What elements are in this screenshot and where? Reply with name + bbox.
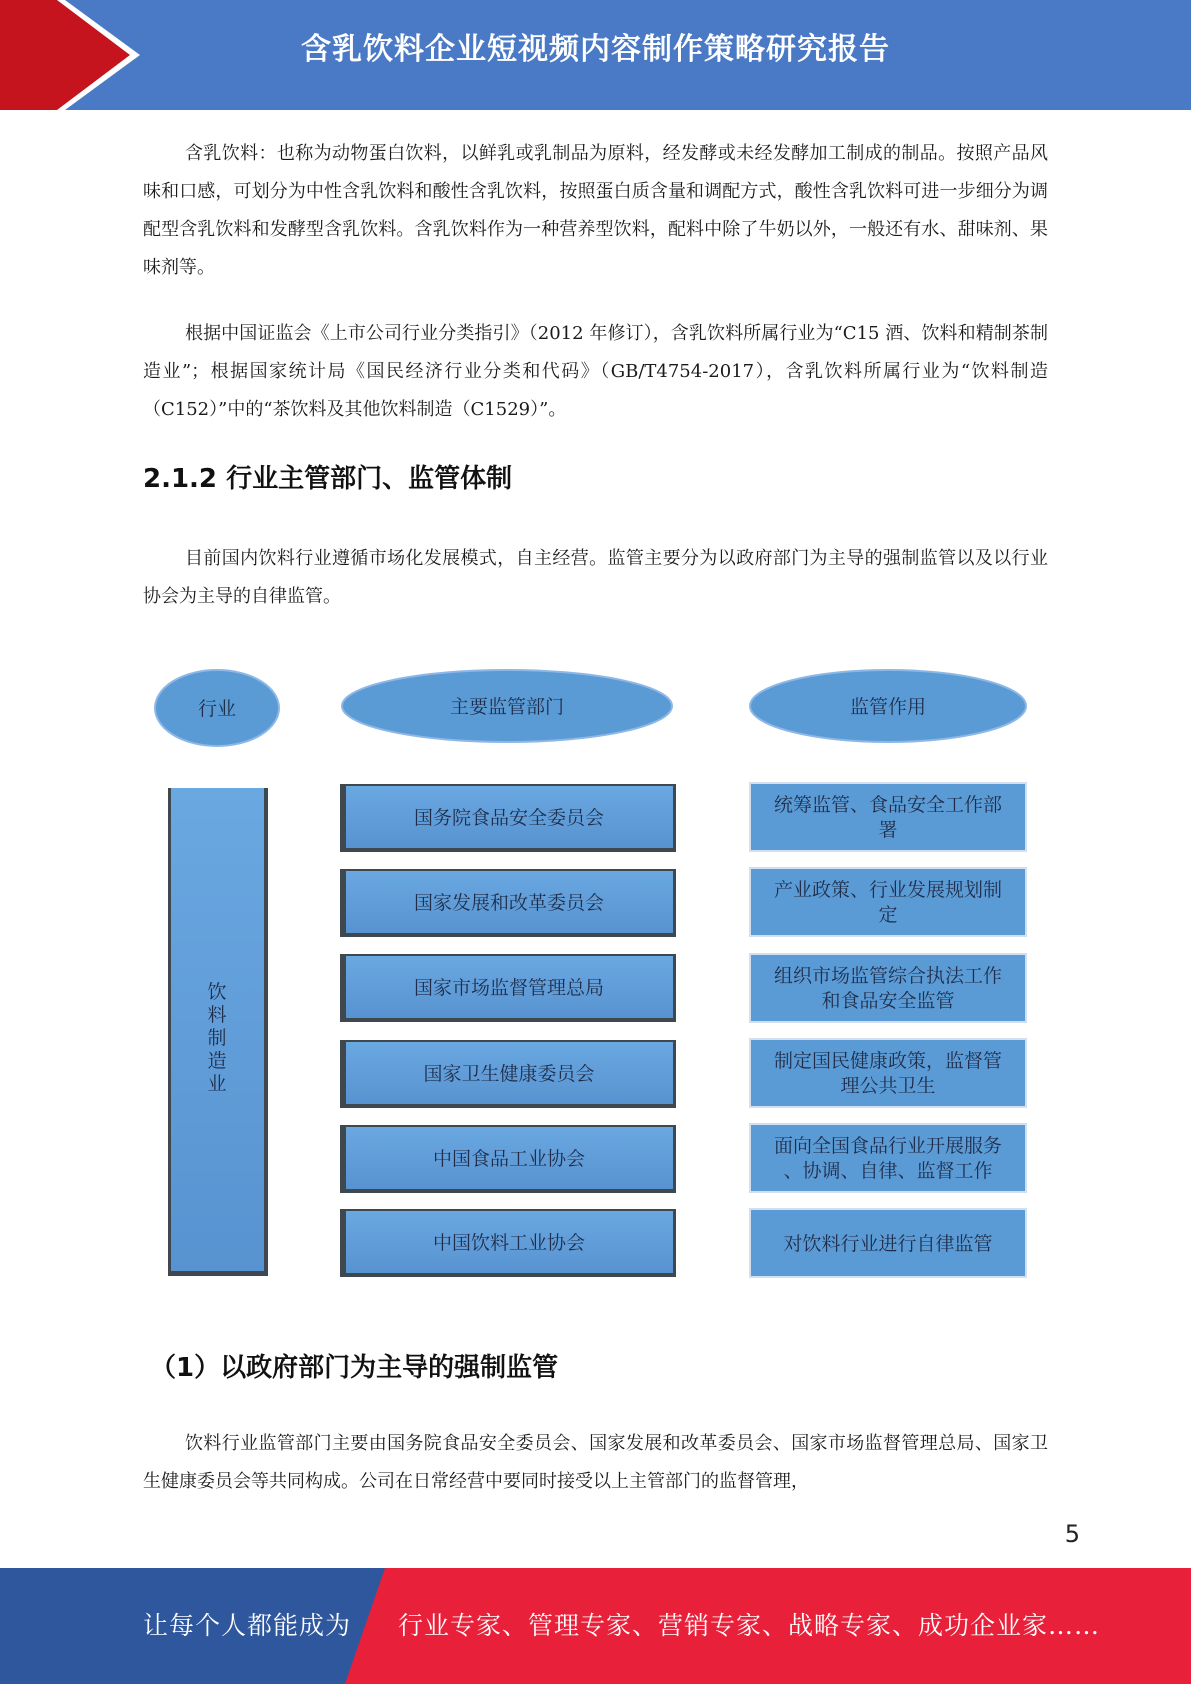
role-box: [750, 1124, 1026, 1192]
report-title: 含乳饮料企业短视频内容制作策略研究报告: [301, 32, 890, 67]
industry-char: 制: [207, 1027, 227, 1049]
paragraph-classification: 根据中国证监会《上市公司行业分类指引》（2012 年修订），含乳饮料所属行业为“C15 酒、饮料和精制茶制造业”；根据国家统计局《国民经济行业分类和代码》（GB/T4754-2017），含乳饮料所属行业为“饮料制造（C152）”中的“茶饮料及其他饮料制造（C1529）”。: [143, 323, 1048, 420]
department-label: 国务院食品安全委员会: [413, 807, 605, 829]
department-label: 国家卫生健康委员会: [423, 1063, 595, 1085]
role-box: [750, 1039, 1026, 1107]
department-box: [340, 869, 676, 937]
department-box: [340, 954, 676, 1022]
section-heading-regulation: 2.1.2 行业主管部门、监管体制: [143, 464, 513, 494]
role-line: 理公共卫生: [840, 1075, 936, 1097]
role-line: 和食品安全监管: [821, 990, 955, 1012]
role-line: 对饮料行业进行自律监管: [783, 1233, 993, 1255]
role-line: 统筹监管、食品安全工作部: [773, 794, 1003, 816]
department-box: [340, 1125, 676, 1193]
regulation-diagram: [0, 640, 1191, 1290]
department-label: 中国食品工业协会: [432, 1148, 586, 1170]
header-industry: [155, 670, 279, 746]
industry-char: 造: [207, 1050, 227, 1072]
header-roles: [750, 670, 1026, 742]
paragraph-regulation-intro: 目前国内饮料行业遵循市场化发展模式，自主经营。监管主要分为以政府部门为主导的强制监管以及以行业协会为主导的自律监管。: [143, 548, 1048, 607]
industry-char: 饮: [207, 981, 227, 1003]
role-line: 产业政策、行业发展规划制: [773, 879, 1003, 901]
role-box: [750, 783, 1026, 851]
footer-slogan-right: 行业专家、管理专家、营销专家、战略专家、成功企业家……: [398, 1611, 1101, 1640]
role-line: 组织市场监管综合执法工作: [773, 965, 1003, 987]
role-line: 面向全国食品行业开展服务: [773, 1135, 1003, 1157]
role-line: 、协调、自律、监督工作: [783, 1160, 993, 1182]
department-box: [340, 1040, 676, 1108]
paragraph-government-regulators: 饮料行业监管部门主要由国务院食品安全委员会、国家发展和改革委员会、国家市场监督管理总局、国家卫生健康委员会等共同构成。公司在日常经营中要同时接受以上主管部门的监督管理，: [143, 1433, 1048, 1492]
header-departments-label: 主要监管部门: [449, 696, 565, 718]
footer-slogan-left: 让每个人都能成为: [143, 1611, 352, 1640]
section-heading-government: （1）以政府部门为主导的强制监管: [150, 1353, 559, 1383]
industry-char: 料: [207, 1004, 227, 1026]
role-box: [750, 1209, 1026, 1277]
header-roles-label: 监管作用: [849, 696, 927, 718]
industry-box: [168, 788, 268, 1276]
role-box: [750, 868, 1026, 936]
department-box: [340, 1209, 676, 1277]
department-label: 国家发展和改革委员会: [413, 892, 605, 914]
role-line: 定: [878, 904, 898, 926]
header-industry-label: 行业: [197, 698, 237, 720]
paragraph-definition: 含乳饮料：也称为动物蛋白饮料，以鲜乳或乳制品为原料，经发酵或未经发酵加工制成的制品。按照产品风味和口感，可划分为中性含乳饮料和酸性含乳饮料，按照蛋白质含量和调配方式，酸性含乳饮料可进一步细分为调配型含乳饮料和发酵型含乳饮料。含乳饮料作为一种营养型饮料，配料中除了牛奶以外，一般还有水、甜味剂、果味剂等。: [143, 143, 1048, 278]
page-header: [0, 0, 1191, 110]
role-line: 署: [878, 819, 898, 841]
role-line: 制定国民健康政策，监督管: [773, 1050, 1003, 1072]
department-box: [340, 784, 676, 852]
department-label: 中国饮料工业协会: [432, 1232, 586, 1254]
department-label: 国家市场监督管理总局: [413, 977, 605, 999]
role-box: [750, 954, 1026, 1022]
page-number: 5: [1064, 1520, 1080, 1548]
industry-char: 业: [207, 1073, 227, 1095]
header-departments: [342, 670, 672, 742]
